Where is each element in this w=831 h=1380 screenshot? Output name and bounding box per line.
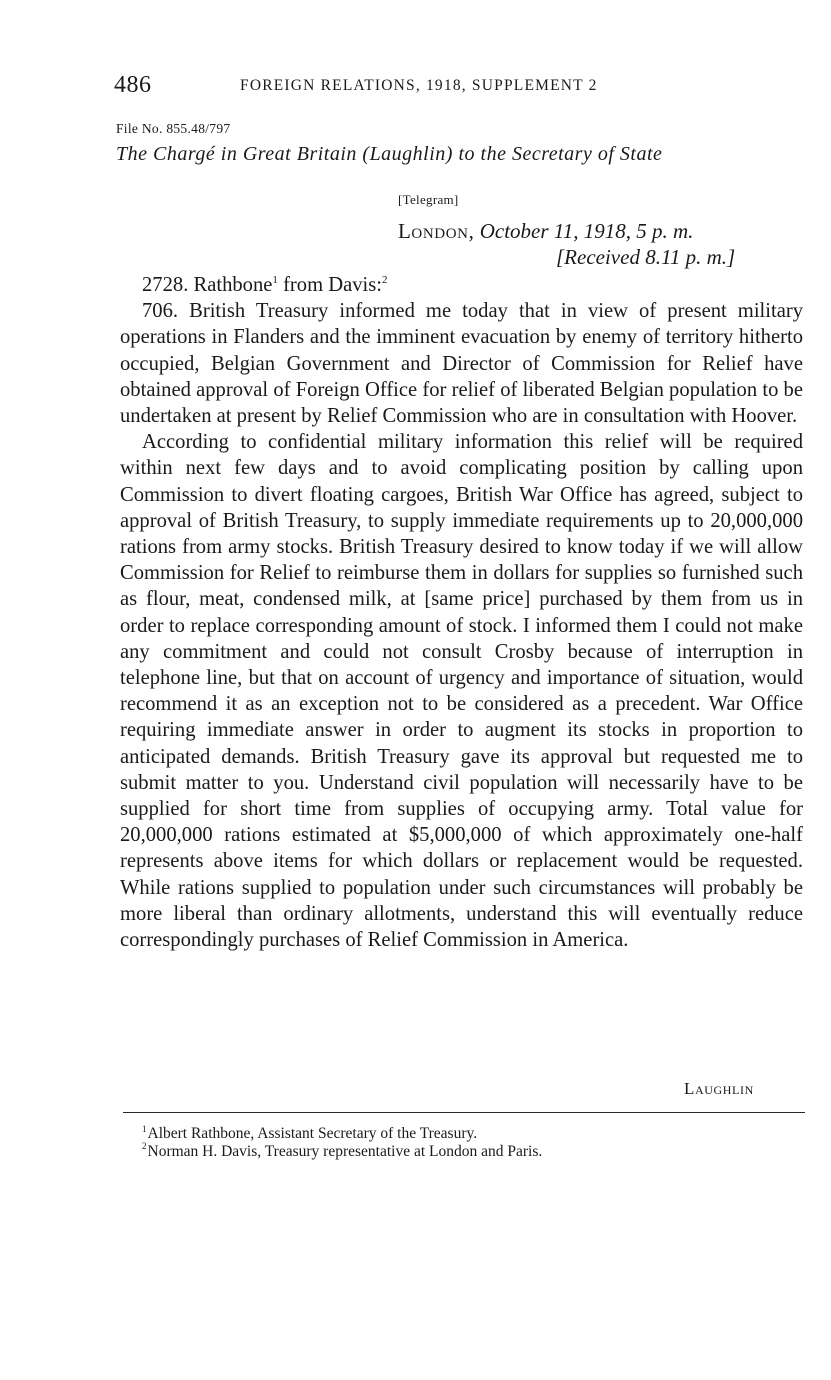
journal-title: FOREIGN RELATIONS, 1918, SUPPLEMENT 2: [240, 77, 598, 94]
telegram-address: [120, 272, 803, 298]
dateline-date: October 11, 1918, 5 p. m.: [479, 219, 694, 243]
file-number: File No. 855.48/797: [116, 121, 231, 136]
footnote-1: [142, 1125, 802, 1143]
telegram-body: [120, 272, 803, 953]
footnote-2: [142, 1143, 802, 1161]
footnote-ref-2: 2: [382, 274, 388, 287]
footnote-text-2: Norman H. Davis, Treasury representative at London and Paris.: [147, 1142, 543, 1160]
footnote-marker-2: 2: [142, 1141, 147, 1152]
page-number: 486: [114, 72, 152, 98]
signature: Laughlin: [684, 1079, 754, 1098]
footnote-marker-1: 1: [142, 1123, 147, 1134]
body-paragraph-1: 706. British Treasury informed me today that in view of present military operations in Flanders and the imminent evacuation by enemy of territory hitherto occupied, Belgian Government and Director of Commission for Relief have obtained approval of Foreign Office for relief of liberated Belgian population to be undertaken at present by Relief Commission who are in consultation with Hoover.: [120, 300, 803, 428]
document-title: The Chargé in Great Britain (Laughlin) to the Secretary of State: [116, 143, 663, 165]
body-paragraph-2: According to confidential military information this relief will be required within next few days and to avoid complicating position by calling upon Commission to divert floating cargoes, British War Office has agreed, subject to approval of British Treasury, to supply immediate requirements up to 20,000,000 rations from army stocks. British Treasury desired to know today if we will allow Commission for Relief to reimburse them in dollars for supplies so furnished such as flour, meat, condensed milk, at [same price] purchased by them from us in order to replace corresponding amount of stock. I informed them I could not make any commitment and could not consult Crosby because of interruption in telephone line, but that on account of urgency and importance of situation, would recommend it as an exception not to be considered as a precedent. War Office requiring immediate answer in order to augment its stocks in proportion to anticipated demands. British Treasury gave its approval but requested me to submit matter to you. Understand civil population will necessarily have to be supplied for short time from supplies of occupying army. Total value for 20,000,000 rations estimated at $5,000,000 of which approximately one-half represents above items for which dollars or replacement would be requested. While rations supplied to population under such circumstances will probably be more liberal than ordinary allotments, understand this will eventually reduce correspondingly purchases of Relief Commission in America.: [120, 431, 803, 952]
address-number: 2728. Rathbone: [142, 274, 273, 296]
address-from: from Davis:: [277, 274, 383, 296]
dateline: [398, 219, 693, 244]
footnote-ref-1: 1: [272, 274, 278, 287]
dateline-place: London,: [398, 219, 475, 243]
running-head: [114, 72, 694, 104]
footnote-text-1: Albert Rathbone, Assistant Secretary of the Treasury.: [147, 1125, 478, 1142]
received-time: [Received 8.11 p. m.]: [556, 245, 736, 269]
footnote-divider: [123, 1112, 805, 1113]
document-type: [Telegram]: [398, 192, 459, 207]
footnotes: [142, 1125, 802, 1160]
